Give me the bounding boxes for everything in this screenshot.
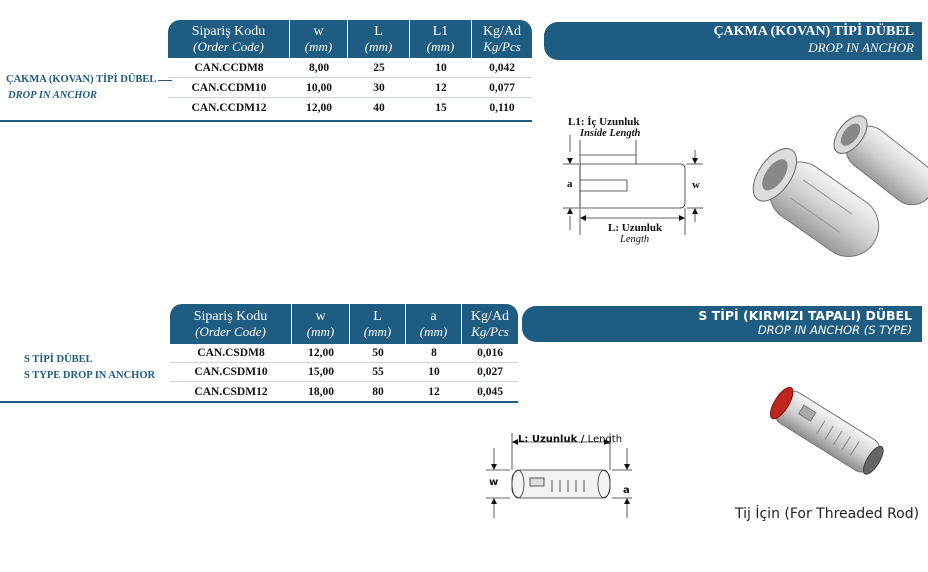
table-cell: 25 — [348, 58, 410, 78]
section1-side-label-tr: ÇAKMA (KOVAN) TİPİ DÜBEL — [6, 74, 157, 85]
section2-banner — [522, 306, 922, 342]
table-cell: CAN.CSDM8 — [170, 344, 292, 363]
drop-in-anchor-product-image — [740, 92, 928, 264]
table-cell: 12 — [428, 385, 440, 398]
col-header-weight: Kg/Ad Kg/Pcs — [472, 20, 532, 58]
table-cell: CAN.CCDM12 — [191, 102, 267, 114]
table-cell: 15,00 — [292, 363, 350, 382]
section2-table — [170, 304, 518, 401]
col-header-weight: Kg/Ad Kg/Pcs — [462, 304, 518, 344]
table-row — [170, 363, 518, 382]
diagram2-l-label — [518, 434, 622, 445]
col-header-w: w (mm) — [292, 304, 350, 344]
diagram1-l1-label: L1: İç Uzunluk — [568, 116, 640, 128]
table-cell: 55 — [350, 363, 406, 382]
section1-table-bottom-line — [0, 120, 532, 122]
diagram1-a-label: a — [567, 178, 573, 190]
table-cell: 0,027 — [462, 363, 518, 382]
col-header-order-code: Sipariş Kodu (Order Code) — [170, 304, 292, 344]
section1-table — [168, 20, 532, 118]
table-cell: 80 — [372, 385, 384, 398]
diagram2-l-label-en: Length — [587, 434, 623, 445]
table-row — [168, 58, 532, 78]
section2-table-bottom-line — [0, 401, 518, 403]
table-cell: 40 — [373, 102, 385, 114]
section2-side-label-en: S TYPE DROP IN ANCHOR — [24, 370, 156, 381]
table-cell: 12 — [410, 78, 472, 98]
table-cell: 15 — [435, 102, 447, 114]
section1-side-label — [6, 72, 156, 104]
section2-banner-title: S TİPİ (KIRMIZI TAPALI) DÜBEL — [698, 308, 912, 323]
table-cell: 0,077 — [472, 78, 532, 98]
col-header-l: L (mm) — [348, 20, 410, 58]
table-cell: 0,045 — [477, 385, 503, 398]
table-row — [168, 98, 532, 118]
table-cell: 0,042 — [472, 58, 532, 78]
diagram1-w-label: w — [692, 179, 700, 191]
table-cell: 30 — [348, 78, 410, 98]
table-cell: 0,016 — [462, 344, 518, 363]
table-row — [168, 78, 532, 98]
diagram2-l-label-tr: L: Uzunluk / — [518, 434, 585, 445]
table-row — [170, 382, 518, 401]
table-cell: 8 — [406, 344, 462, 363]
col-header-a: a (mm) — [406, 304, 462, 344]
table-cell: 10 — [410, 58, 472, 78]
section1-banner — [544, 22, 922, 60]
table-cell: 12,00 — [306, 102, 332, 114]
diagram1-l-label-en: Length — [620, 234, 650, 245]
section2-side-label — [24, 352, 155, 384]
diagram1-l1-label-en: Inside Length — [580, 128, 641, 139]
section2-banner-subtitle: DROP IN ANCHOR (S TYPE) — [757, 323, 912, 337]
table-cell: 0,110 — [489, 102, 515, 114]
table-cell: CAN.CSDM10 — [170, 363, 292, 382]
table-cell: 8,00 — [290, 58, 348, 78]
section1-banner-subtitle: DROP IN ANCHOR — [808, 40, 914, 55]
diagram2-w-label: w — [489, 477, 499, 488]
table-cell: CAN.CSDM12 — [194, 385, 268, 398]
col-header-l1: L1 (mm) — [410, 20, 472, 58]
table-cell: CAN.CCDM10 — [168, 78, 290, 98]
table-cell: 50 — [350, 344, 406, 363]
table-cell: 10,00 — [290, 78, 348, 98]
section2-side-label-tr: S TİPİ DÜBEL — [24, 354, 93, 365]
table-cell: 18,00 — [308, 385, 334, 398]
table-cell: CAN.CCDM8 — [168, 58, 290, 78]
table-cell: 12,00 — [292, 344, 350, 363]
table-cell: 10 — [406, 363, 462, 382]
s-type-anchor-product-image — [758, 376, 888, 484]
col-header-l: L (mm) — [350, 304, 406, 344]
col-header-order-code: Sipariş Kodu (Order Code) — [168, 20, 290, 58]
table-row — [170, 344, 518, 363]
diagram1-l-label: L: Uzunluk — [608, 222, 663, 234]
threaded-rod-caption: Tij İçin (For Threaded Rod) — [735, 506, 920, 522]
section1-banner-title: ÇAKMA (KOVAN) TİPİ DÜBEL — [713, 24, 914, 39]
diagram2-a-label: a — [623, 485, 630, 496]
col-header-w: w (mm) — [290, 20, 348, 58]
section1-side-label-en: DROP IN ANCHOR — [8, 90, 98, 101]
